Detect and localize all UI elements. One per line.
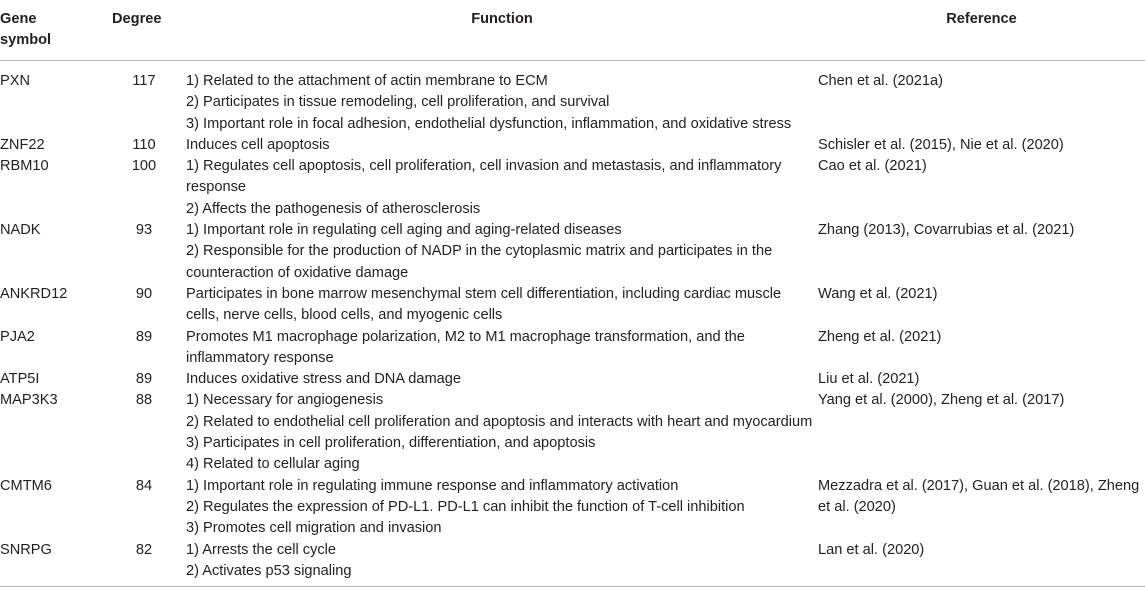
function-cell — [186, 540, 818, 587]
function-cell — [186, 327, 818, 370]
function-line: 2) Affects the pathogenesis of atherosclerosis — [186, 200, 481, 217]
table-row — [0, 327, 1145, 370]
reference-cell: Chen et al. (2021a) — [818, 73, 943, 89]
function-cell — [186, 476, 818, 540]
degree-cell: 110 — [132, 136, 156, 153]
table-row — [0, 220, 1145, 284]
table-row — [0, 61, 1145, 135]
function-line: 1) Arrests the cell cycle — [186, 541, 337, 558]
gene-symbol-cell: RBM10 — [0, 158, 49, 175]
reference-cell: Cao et al. (2021) — [818, 158, 927, 175]
gene-symbol-cell: ZNF22 — [0, 136, 45, 153]
gene-symbol-cell: ANKRD12 — [0, 285, 68, 302]
function-line: 3) Participates in cell proliferation, differentiation, and apoptosis — [186, 435, 596, 452]
function-line: Participates in bone marrow mesenchymal stem cell differentiation, including cardiac muscle cells, nerve cells, blood cells, and myogenic cells — [186, 285, 782, 324]
degree-cell: 93 — [135, 222, 153, 239]
reference-cell: Mezzadra et al. (2017), Guan et al. (2018), Zheng et al. (2020) — [818, 477, 1140, 515]
table-row — [0, 369, 1145, 390]
table-header — [0, 0, 1145, 61]
header-degree: Degree — [102, 0, 186, 61]
degree-cell: 90 — [135, 285, 153, 302]
gene-symbol-cell: NADK — [0, 222, 41, 239]
table-row — [0, 284, 1145, 327]
function-cell — [186, 220, 818, 284]
function-cell — [186, 61, 818, 135]
function-line: 4) Related to cellular aging — [186, 456, 360, 473]
gene-symbol-cell: CMTM6 — [0, 477, 52, 494]
degree-cell: 89 — [135, 328, 153, 345]
gene-symbol-cell: SNRPG — [0, 540, 102, 587]
header-function: Function — [186, 0, 818, 61]
function-line: 2) Participates in tissue remodeling, cell proliferation, and survival — [186, 94, 610, 111]
function-line: 1) Related to the attachment of actin membrane to ECM — [186, 73, 548, 89]
function-cell — [186, 390, 818, 475]
degree-cell: 88 — [135, 392, 153, 409]
degree-cell: 117 — [132, 73, 156, 89]
function-line: 1) Necessary for angiogenesis — [186, 392, 384, 409]
table-row — [0, 135, 1145, 156]
function-line: 1) Regulates cell apoptosis, cell proliferation, cell invasion and metastasis, and inflammatory response — [186, 158, 782, 196]
gene-symbol-cell: ATP5I — [0, 371, 40, 388]
degree-cell: 89 — [135, 371, 153, 388]
function-line: Induces cell apoptosis — [186, 136, 330, 153]
gene-symbol-cell: PJA2 — [0, 328, 35, 345]
reference-cell: Yang et al. (2000), Zheng et al. (2017) — [818, 392, 1065, 409]
function-line: Promotes M1 macrophage polarization, M2 to M1 macrophage transformation, and the inflammatory response — [186, 328, 745, 366]
header-row — [0, 0, 1145, 61]
reference-cell: Wang et al. (2021) — [818, 285, 938, 302]
header-gene-line-2: symbol — [0, 32, 52, 48]
function-line: 3) Promotes cell migration and invasion — [186, 520, 442, 537]
reference-cell: Schisler et al. (2015), Nie et al. (2020) — [818, 136, 1064, 153]
table-row — [0, 390, 1145, 475]
function-line: 2) Related to endothelial cell proliferation and apoptosis and interacts with heart and myocardium — [186, 413, 813, 430]
function-line: 3) Important role in focal adhesion, endothelial dysfunction, inflammation, and oxidative stress — [186, 115, 792, 132]
reference-cell: Lan et al. (2020) — [818, 540, 1145, 587]
degree-cell: 100 — [131, 158, 157, 175]
function-line: 1) Important role in regulating immune response and inflammatory activation — [186, 477, 679, 494]
reference-cell: Zheng et al. (2021) — [818, 328, 942, 345]
table-body — [0, 61, 1145, 587]
function-cell — [186, 156, 818, 220]
function-cell — [186, 135, 818, 156]
table-row — [0, 540, 1145, 587]
function-line: 1) Important role in regulating cell aging and aging-related diseases — [186, 222, 622, 239]
gene-symbol-cell: MAP3K3 — [0, 392, 58, 409]
function-line: 2) Activates p53 signaling — [186, 562, 352, 579]
function-line: 2) Regulates the expression of PD-L1. PD-L1 can inhibit the function of T-cell inhibition — [186, 498, 745, 515]
header-gene-symbol — [0, 0, 102, 61]
header-reference: Reference — [818, 0, 1145, 61]
degree-cell: 82 — [102, 540, 186, 587]
reference-cell: Liu et al. (2021) — [818, 371, 920, 388]
table-row — [0, 476, 1145, 540]
function-cell — [186, 284, 818, 327]
function-line: 2) Responsible for the production of NADP in the cytoplasmic matrix and participates in the counteraction of oxidative damage — [186, 243, 773, 281]
function-line: Induces oxidative stress and DNA damage — [186, 371, 462, 388]
table-row — [0, 156, 1145, 220]
degree-cell: 84 — [135, 477, 153, 494]
gene-symbol-cell: PXN — [0, 73, 31, 89]
header-gene-line-1: Gene — [0, 11, 37, 27]
function-cell — [186, 369, 818, 390]
reference-cell: Zhang (2013), Covarrubias et al. (2021) — [818, 222, 1075, 239]
